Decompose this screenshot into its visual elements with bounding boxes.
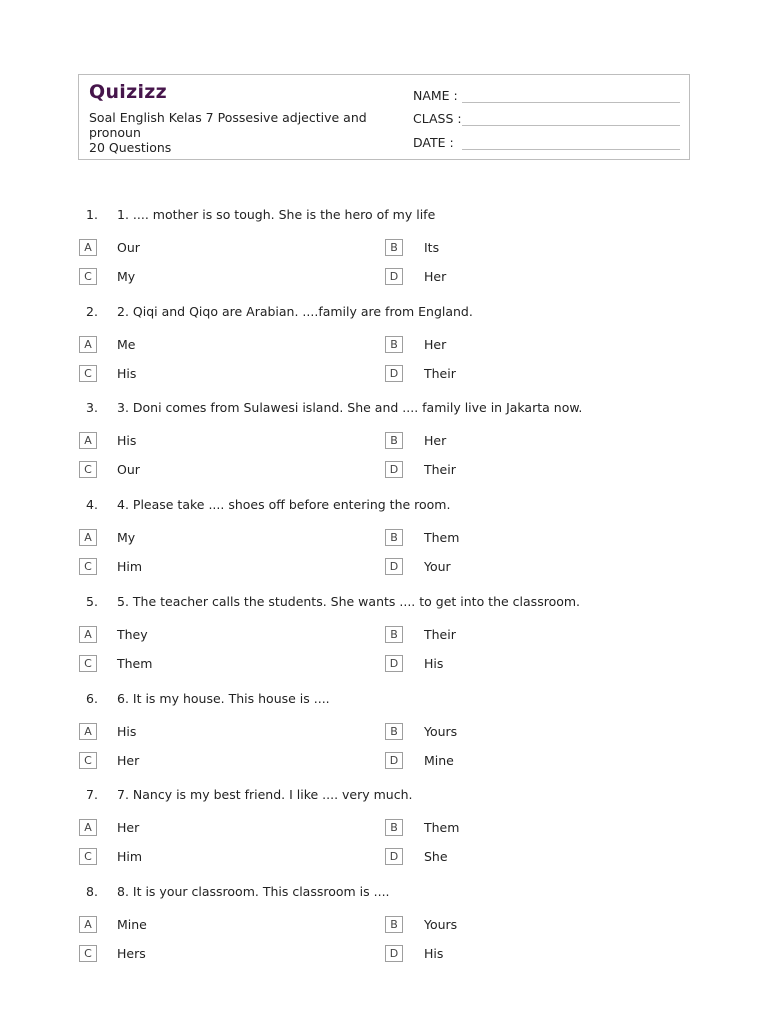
option-letter-box[interactable]: A bbox=[79, 432, 97, 449]
option-text: Me bbox=[117, 336, 136, 352]
question-text: 5. The teacher calls the students. She wants .... to get into the classroom. bbox=[117, 593, 581, 609]
option-letter-box[interactable]: A bbox=[79, 626, 97, 643]
option-text: His bbox=[117, 723, 137, 739]
option-letter-box[interactable]: A bbox=[79, 336, 97, 353]
option-text: Your bbox=[424, 559, 451, 575]
option-text: Her bbox=[117, 752, 140, 768]
option-text: Our bbox=[117, 240, 140, 255]
question-text: 2. Qiqi and Qiqo are Arabian. ....family are from England. bbox=[117, 303, 473, 319]
question-text: 8. It is your classroom. This classroom is .... bbox=[117, 883, 390, 899]
option-text: Her bbox=[424, 269, 447, 284]
option-letter-box[interactable]: A bbox=[79, 529, 97, 546]
option-letter-box[interactable]: B bbox=[385, 529, 403, 546]
option-letter-box[interactable]: A bbox=[79, 239, 97, 256]
question-text: 3. Doni comes from Sulawesi island. She and .... family live in Jakarta now. bbox=[117, 400, 583, 416]
question-number: 5. bbox=[86, 593, 98, 609]
class-label: CLASS : bbox=[413, 111, 462, 126]
option-letter-box[interactable]: C bbox=[79, 945, 97, 962]
option-letter-box[interactable]: C bbox=[79, 848, 97, 865]
question-4 bbox=[86, 497, 450, 512]
option-text: Mine bbox=[424, 752, 454, 768]
question-7 bbox=[86, 787, 413, 802]
option-text: Yours bbox=[424, 723, 458, 739]
option-letter-box[interactable]: C bbox=[79, 461, 97, 478]
option-letter-box[interactable]: B bbox=[385, 239, 403, 256]
option-letter-box[interactable]: D bbox=[385, 655, 403, 672]
question-number: 2. bbox=[86, 303, 98, 319]
question-text: 7. Nancy is my best friend. I like .... very much. bbox=[117, 787, 413, 803]
option-text: Hers bbox=[117, 945, 146, 961]
option-letter-box[interactable]: D bbox=[385, 945, 403, 962]
option-letter-box[interactable]: C bbox=[79, 268, 97, 285]
option-text: His bbox=[424, 655, 444, 671]
option-letter-box[interactable]: C bbox=[79, 558, 97, 575]
option-text: Their bbox=[424, 626, 456, 642]
question-number: 1. bbox=[86, 207, 98, 222]
option-letter-box[interactable]: A bbox=[79, 916, 97, 933]
option-letter-box[interactable]: A bbox=[79, 723, 97, 740]
option-letter-box[interactable]: A bbox=[79, 819, 97, 836]
question-3 bbox=[86, 400, 582, 415]
question-2 bbox=[86, 304, 473, 319]
option-letter-box[interactable]: D bbox=[385, 461, 403, 478]
option-text: Our bbox=[117, 462, 140, 478]
option-text: Her bbox=[424, 433, 447, 449]
option-letter-box[interactable]: B bbox=[385, 916, 403, 933]
option-text: His bbox=[424, 945, 444, 961]
option-letter-box[interactable]: D bbox=[385, 558, 403, 575]
name-label: NAME : bbox=[413, 88, 458, 103]
option-text: Mine bbox=[117, 916, 147, 932]
question-number: 7. bbox=[86, 787, 98, 803]
option-text: My bbox=[117, 530, 136, 546]
option-text: Him bbox=[117, 849, 143, 865]
question-number: 6. bbox=[86, 690, 98, 706]
question-count: 20 Questions bbox=[89, 140, 172, 155]
option-letter-box[interactable]: B bbox=[385, 723, 403, 740]
option-text: My bbox=[117, 269, 136, 284]
question-text: 1. .... mother is so tough. She is the hero of my life bbox=[117, 207, 436, 222]
option-text: His bbox=[117, 433, 137, 449]
option-letter-box[interactable]: B bbox=[385, 819, 403, 836]
worksheet-header bbox=[78, 74, 690, 160]
option-letter-box[interactable]: D bbox=[385, 268, 403, 285]
date-field[interactable] bbox=[462, 149, 680, 150]
option-letter-box[interactable]: D bbox=[385, 365, 403, 382]
option-text: Their bbox=[424, 365, 456, 381]
option-text: Him bbox=[117, 559, 143, 575]
question-8 bbox=[86, 884, 390, 899]
question-number: 4. bbox=[86, 497, 98, 513]
question-number: 8. bbox=[86, 883, 98, 899]
option-text: Them bbox=[117, 655, 153, 671]
date-label: DATE : bbox=[413, 135, 454, 150]
class-field[interactable] bbox=[462, 125, 680, 126]
option-letter-box[interactable]: B bbox=[385, 626, 403, 643]
option-letter-box[interactable]: D bbox=[385, 752, 403, 769]
option-text: His bbox=[117, 365, 137, 381]
option-letter-box[interactable]: B bbox=[385, 432, 403, 449]
option-text: Their bbox=[424, 462, 456, 478]
option-letter-box[interactable]: C bbox=[79, 752, 97, 769]
question-text: 6. It is my house. This house is .... bbox=[117, 690, 330, 706]
option-letter-box[interactable]: B bbox=[385, 336, 403, 353]
question-5 bbox=[86, 594, 580, 609]
option-text: Them bbox=[424, 530, 460, 546]
question-number: 3. bbox=[86, 400, 98, 416]
option-text: Them bbox=[424, 820, 460, 836]
option-text: Her bbox=[424, 336, 447, 352]
question-1 bbox=[86, 207, 435, 222]
option-letter-box[interactable]: C bbox=[79, 365, 97, 382]
option-letter-box[interactable]: C bbox=[79, 655, 97, 672]
option-text: They bbox=[117, 626, 148, 642]
name-field[interactable] bbox=[462, 102, 680, 103]
option-text: Its bbox=[424, 240, 440, 255]
question-text: 4. Please take .... shoes off before entering the room. bbox=[117, 497, 451, 513]
quiz-title: Soal English Kelas 7 Possesive adjective and pronoun bbox=[89, 110, 367, 140]
question-6 bbox=[86, 691, 330, 706]
option-text: Yours bbox=[424, 916, 458, 932]
option-letter-box[interactable]: D bbox=[385, 848, 403, 865]
quizizz-logo: Quizizz bbox=[89, 81, 167, 103]
option-text: Her bbox=[117, 820, 140, 836]
option-text: She bbox=[424, 849, 448, 865]
